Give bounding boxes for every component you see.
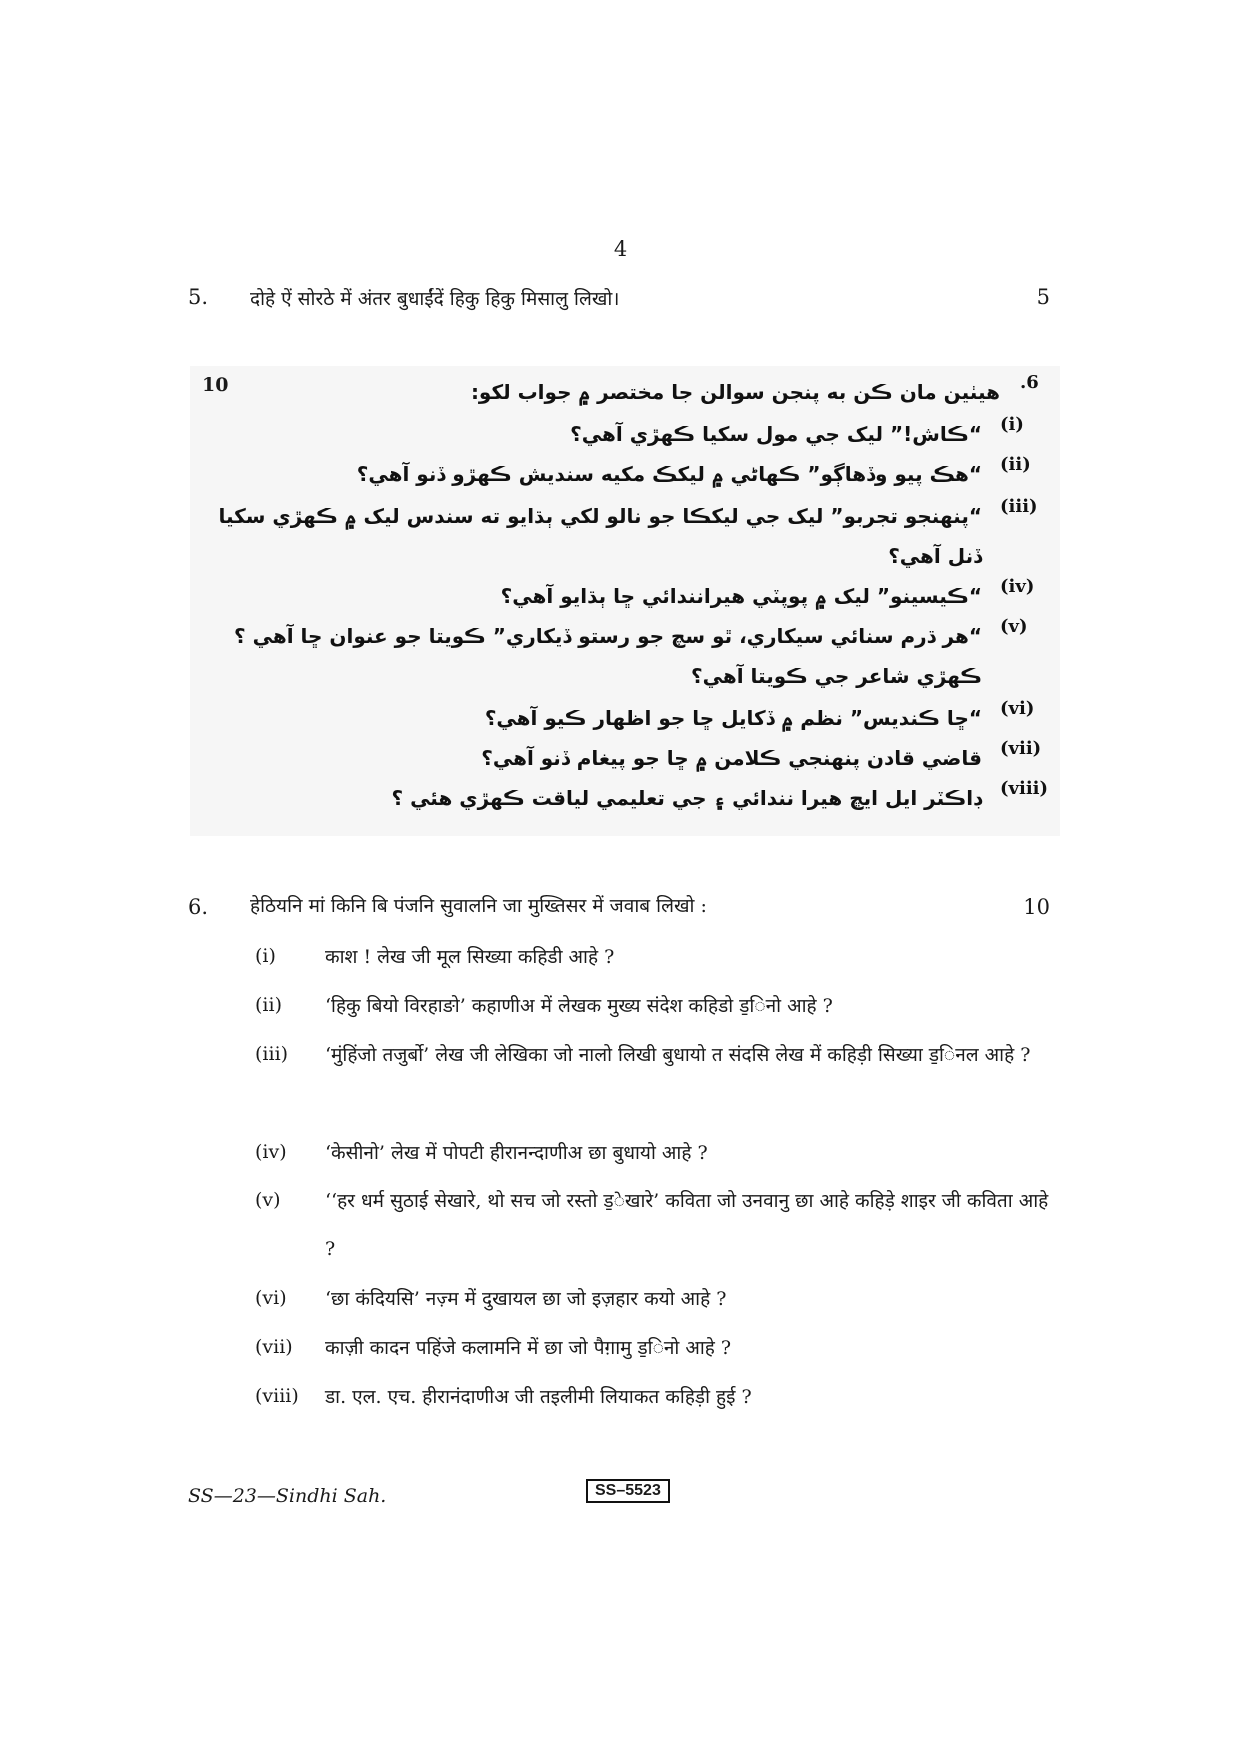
sindhi-item-text: “ڪيسينو” ليک ۾ پوپٽي هيرانندائي ڇا ٻڌايو آهي؟ <box>500 584 982 608</box>
sindhi-item-text: قاضي قادن پنهنجي ڪلامن ۾ ڇا جو پيغام ڏنو آهي؟ <box>481 746 982 770</box>
sindhi-item-text: “پنهنجو تجربو” ليک جي ليکڪا جو نالو لکي ٻڌايو ته سندس ليک ۾ ڪهڙي سکيا ڏنل آهي؟ <box>218 504 982 568</box>
sindhi-item-number: (i) <box>1000 414 1024 435</box>
question-item-number: (iv) <box>255 1141 287 1163</box>
question-item-text: काज़ी कादन पहिंजे कलामनि में छा जो पैग़ामु ड̱िनो आहे ? <box>325 1337 732 1359</box>
sindhi-item-number: (iii) <box>1000 496 1038 517</box>
sindhi-question-number: .6 <box>1020 372 1039 393</box>
question-5-marks: 5 <box>1036 285 1050 309</box>
sindhi-question-block <box>190 366 1060 836</box>
question-item-text: ‘छा कंदियसि’ नज़्म में दुखायल छा जो इज़हार कयो आहे ? <box>325 1288 727 1310</box>
question-6-marks: 10 <box>1023 895 1050 919</box>
sindhi-item-text: “هر ڌرم سنائي سيکاري، ٿو سچ جو رستو ڏيکاري” ڪويتا جو عنوان ڇا آهي ؟ ڪهڙي شاعر جي ڪويتا آهي؟ <box>234 624 982 688</box>
sindhi-item-number: (iv) <box>1000 576 1035 597</box>
question-item-text: ‘हिकु बियो विरहाङो’ कहाणीअ में लेखक मुख्य संदेश कहिडो ड̱िनो आहे ? <box>325 995 833 1017</box>
question-item-number: (i) <box>255 945 276 967</box>
sindhi-item-number: (vii) <box>1000 738 1042 759</box>
sindhi-item-text: “ڪاش!” ليک جي مول سکيا ڪهڙي آهي؟ <box>570 422 982 446</box>
question-item-text: ‘मुंहिंजो तजुर्बो’ लेख जी लेखिका जो नालो लिखी बुधायो त संदसि लेख में कहिड़ी सिख्या ड̱िनल आहे ? <box>325 1044 1031 1066</box>
sindhi-item-number: (vi) <box>1000 698 1035 719</box>
sindhi-item-text: ڊاڪٽر ايل ايڇ هيرا نندائي ۽ جي تعليمي لياقت ڪهڙي هئي ؟ <box>391 786 982 810</box>
page-number: 4 <box>613 237 628 261</box>
question-item-text: काश ! लेख जी मूल सिख्या कहिडी आहे ? <box>325 946 615 968</box>
sindhi-item-number: (viii) <box>1000 778 1049 799</box>
question-item-text: ‘केसीनो’ लेख में पोपटी हीरानन्दाणीअ छा बुधायो आहे ? <box>325 1142 708 1164</box>
footer-paper-code: SS–5523 <box>586 1479 670 1503</box>
question-item-number: (iii) <box>255 1043 289 1065</box>
question-item-number: (ii) <box>255 994 282 1016</box>
sindhi-item-number: (v) <box>1000 616 1028 637</box>
question-5-text: दोहे ऐं सोरठे में अंतर बुधाईंदें हिकु हिकु मिसालु लिखो। <box>250 288 620 310</box>
question-item-number: (viii) <box>255 1385 299 1407</box>
sindhi-item-number: (ii) <box>1000 454 1031 475</box>
question-6-text: हेठियनि मां किनि बि पंजनि सुवालनि जा मुख्तिसर में जवाब लिखो : <box>250 895 707 917</box>
question-item-text: ‘‘हर धर्म सुठाई सेखारे, थो सच जो रस्तो ड̱ेखारे’ कविता जो उनवानु छा आहे कहिड़े शाइर जी कविता आहे ? <box>325 1190 1049 1260</box>
sindhi-item-text: “هڪ پيو وڏهاڳو” ڪهاڻي ۾ ليکڪ مکيه سنديش ڪهڙو ڏنو آهي؟ <box>356 462 982 486</box>
footer-paper-label: SS—23—Sindhi Sah. <box>188 1485 387 1507</box>
question-item-number: (vi) <box>255 1287 287 1309</box>
sindhi-question-heading: هيٺين مان ڪن به پنجن سوالن جا مختصر ۾ جواب لکو: <box>470 380 1000 404</box>
question-item-number: (v) <box>255 1189 281 1211</box>
question-item-number: (vii) <box>255 1336 293 1358</box>
question-6-number: 6. <box>188 895 209 919</box>
question-5-number: 5. <box>188 285 209 309</box>
question-item-text: डा. एल. एच. हीरानंदाणीअ जी तइलीमी लियाकत कहिड़ी हुई ? <box>325 1386 752 1408</box>
sindhi-question-marks: 10 <box>202 374 229 396</box>
sindhi-item-text: “ڇا ڪنديس” نظم ۾ ڏکايل ڇا جو اظهار ڪيو آهي؟ <box>484 706 982 730</box>
